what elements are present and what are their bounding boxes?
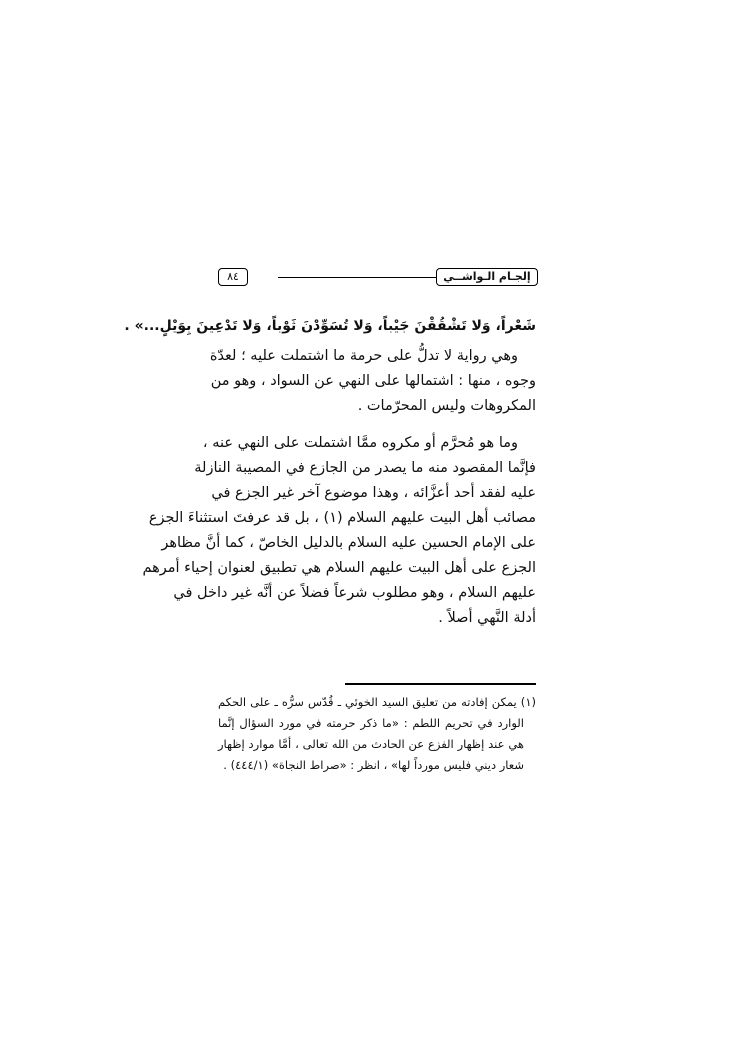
running-header bbox=[218, 268, 536, 286]
footnote-line: شعار ديني فليس مورداً لها» ، انظر : «صراط النجاة» (٤٤٤/١) . bbox=[223, 758, 524, 772]
body-line: عليهم السلام ، وهو مطلوب شرعاً فضلاً عن أنَّه غير داخل في bbox=[173, 585, 536, 601]
body-line: الجزع على أهل البيت عليهم السلام هي تطبيق لعنوان إحياء أمرهم bbox=[142, 560, 536, 576]
body-line: وهي رواية لا تدلُّ على حرمة ما اشتملت عليه ؛ لعدّة bbox=[209, 348, 518, 364]
body-line: على الإمام الحسين عليه السلام بالدليل الخاصّ ، كما أنَّ مظاهر bbox=[161, 535, 536, 551]
body-line: فإنَّما المقصود منه ما يصدر من الجازع في المصيبة النازلة bbox=[194, 460, 536, 476]
body-line: وجوه ، منها : اشتمالها على النهي عن السواد ، وهو من bbox=[210, 373, 536, 389]
body-line: وما هو مُحرَّم أو مكروه ممَّا اشتملت على النهي عنه ، bbox=[202, 435, 518, 451]
body-line: المكروهات وليس المحرّمات . bbox=[357, 398, 536, 414]
body-line: شَعْراً، وَلا تَشْقُقْنَ جَيْباً، وَلا تُسَوِّدْنَ ثَوْباً، وَلا تَدْعِينَ بِوَيْلٍ...» . bbox=[124, 318, 536, 334]
page-number: ٨٤ bbox=[218, 268, 248, 286]
body-line: عليه لفقد أحد أعزَّائه ، وهذا موضوع آخر غير الجزع في bbox=[211, 485, 536, 501]
body-line: مصائب أهل البيت عليهم السلام (١) ، بل قد عرفتَ استثناءَ الجزع bbox=[148, 510, 536, 526]
footnote-separator bbox=[345, 683, 536, 685]
footnote-line: (١) يمكن إفادته من تعليق السيد الخوئي ـ قُدّس سرُّه ـ على الحكم bbox=[218, 695, 536, 709]
running-title: إلجـام الـواشــي bbox=[436, 268, 538, 286]
body-line: أدلة النَّهي أصلاً . bbox=[438, 610, 536, 626]
footnote-line: الوارد في تحريم اللطم : «ما ذكر حرمته في مورد السؤال إنَّما bbox=[218, 716, 524, 730]
footnote-line: هي عند إظهار الفزع عن الحادث من الله تعالى ، أمَّا موارد إظهار bbox=[218, 737, 524, 751]
